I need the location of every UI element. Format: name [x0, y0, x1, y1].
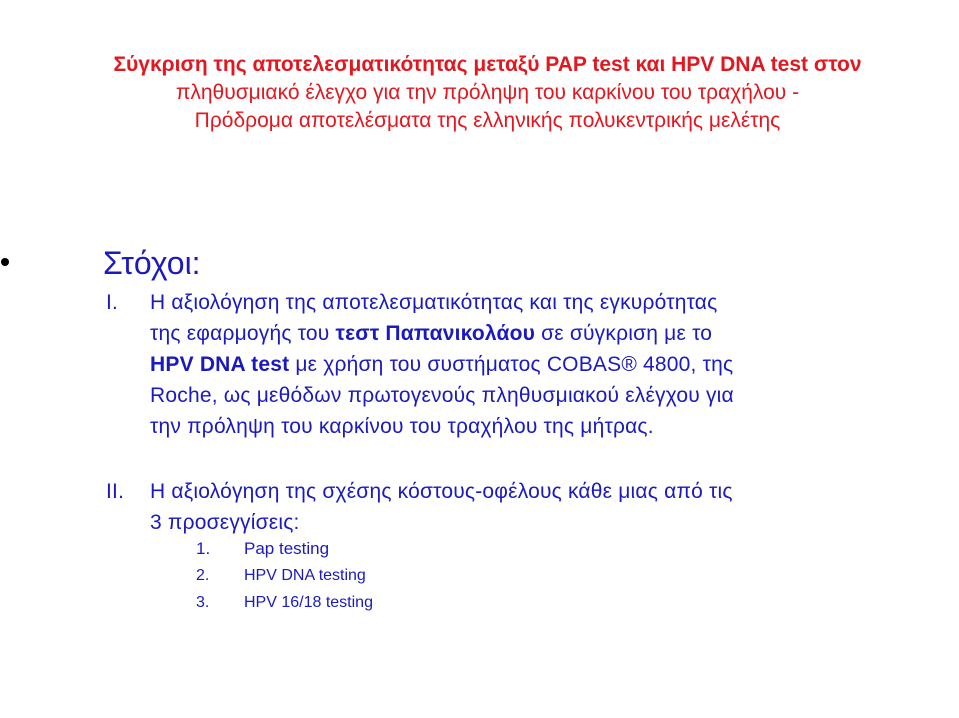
approaches-list: [196, 536, 373, 616]
objective-1-line-5: την πρόληψη του καρκίνου του τραχήλου της μήτρας.: [150, 415, 654, 438]
objective-2: [106, 476, 733, 538]
objective-1-line-1: I. Η αξιολόγηση της αποτελεσματικότητας και της εγκυρότητας: [150, 287, 734, 318]
objectives-heading: Στόχοι:: [103, 245, 201, 281]
objective-2-line-1: II. Η αξιολόγηση της σχέσης κόστους-οφέλους κάθε μιας από τις: [150, 476, 733, 507]
objective-1-line-4: Roche, ως μεθόδων πρωτογενούς πληθυσμιακού ελέγχου για: [150, 384, 734, 407]
list-item: 2. HPV DNA testing: [196, 567, 366, 584]
title-line-1: Σύγκριση της αποτελεσματικότητας μεταξύ PAP test και HPV DNA test στον: [113, 53, 862, 76]
objective-1: [106, 287, 734, 442]
hpv-dna-test-term: HPV DNA test: [150, 353, 290, 376]
list-item: 3. HPV 16/18 testing: [196, 594, 373, 611]
objective-1-line-2: της εφαρμογής του τεστ Παπανικολάου σε σύγκριση με το: [150, 322, 713, 345]
pap-test-term: τεστ Παπανικολάου: [335, 322, 536, 345]
list-item: 1. Pap testing: [196, 539, 330, 558]
bullet-dot-icon: [1, 258, 9, 266]
objective-1-line-3: HPV DNA test με χρήση του συστήματος COBAS® 4800, της: [150, 353, 734, 376]
title-line-2: πληθυσμιακό έλεγχο για την πρόληψη του καρκίνου του τραχήλου -: [175, 81, 800, 104]
objective-1-numeral: I.: [106, 291, 119, 314]
title-line-3: Πρόδρομα αποτελέσματα της ελληνικής πολυκεντρικής μελέτης: [194, 109, 781, 132]
slide-title: [40, 51, 935, 135]
objective-2-numeral: II.: [106, 480, 125, 503]
objective-2-line-2: 3 προσεγγίσεις:: [150, 511, 300, 534]
